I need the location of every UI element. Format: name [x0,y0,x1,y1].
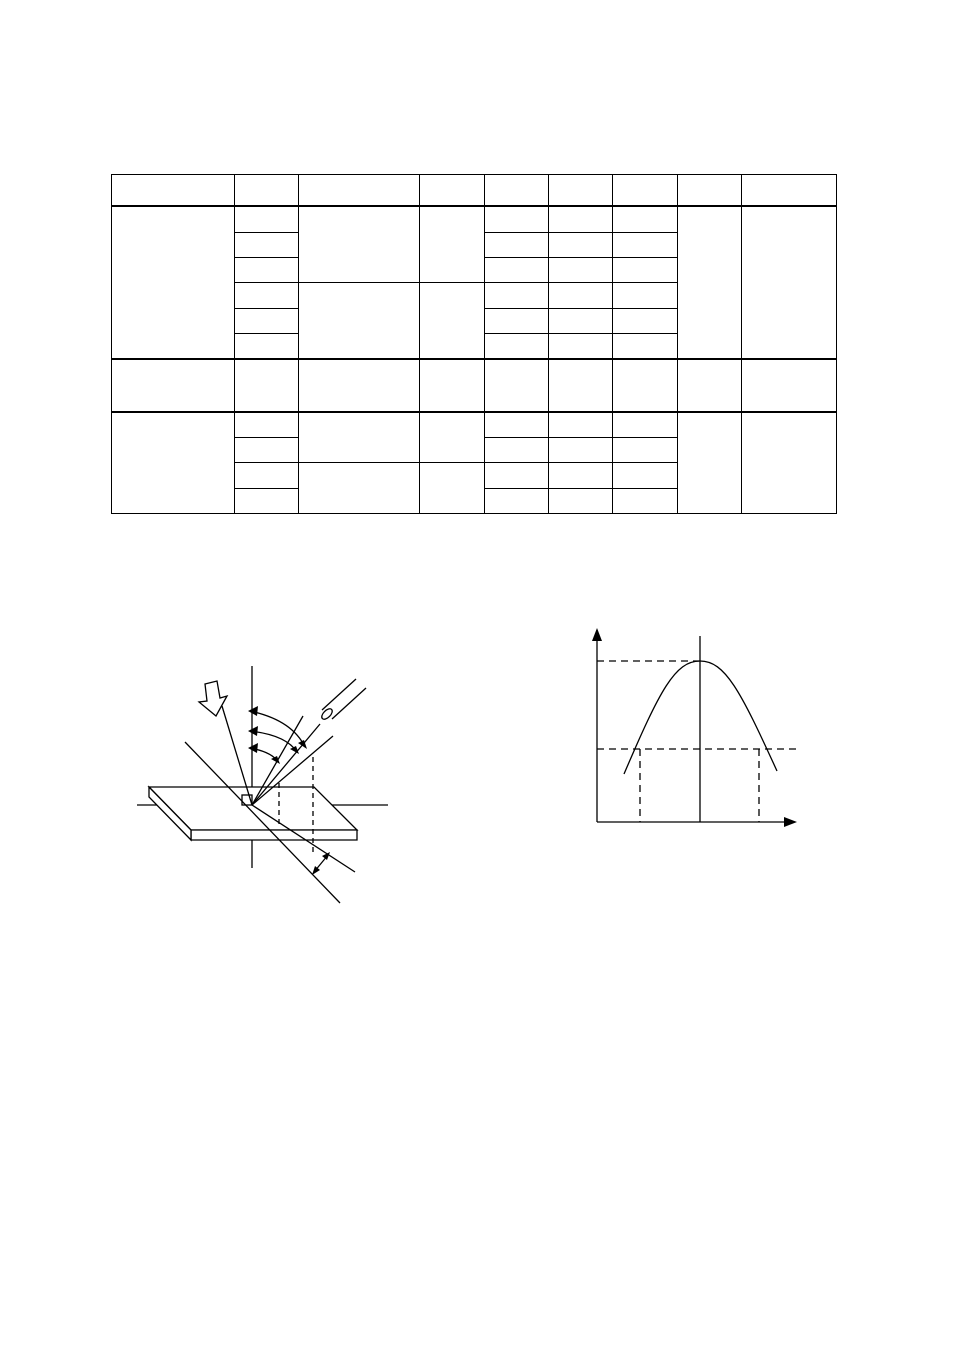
header-cell [112,175,235,207]
table-cell [299,463,420,514]
table-cell [549,206,613,232]
header-cell [742,175,837,207]
detector-probe-icon [320,679,366,721]
table-cell [549,438,613,463]
table-cell [485,438,549,463]
table-cell [678,412,742,514]
table-cell [742,206,837,359]
table-cell [549,333,613,359]
header-cell [420,175,485,207]
header-cell [549,175,613,207]
table-row [112,206,837,232]
table-cell [299,359,420,412]
table-cell [549,283,613,308]
table-cell [549,257,613,282]
table-cell [485,257,549,282]
angle-arc [250,711,305,747]
table-cell [485,232,549,257]
table-cell [235,206,299,232]
table-header-row [112,175,837,207]
table-cell [678,359,742,412]
table-cell [613,438,678,463]
x-axis-arrow-icon [784,817,797,827]
table-cell [420,463,485,514]
table-cell [485,412,549,438]
table-cell [112,412,235,514]
table-cell [742,359,837,412]
table-cell [549,463,613,488]
table-cell [235,438,299,463]
intensity-curve-diagram [585,625,800,830]
table-cell [420,206,485,282]
table-cell [235,257,299,282]
table-cell [235,283,299,308]
table-cell [549,308,613,333]
table-cell [549,412,613,438]
table-cell [613,232,678,257]
table-cell [549,232,613,257]
table-cell [613,412,678,438]
table-cell [299,412,420,463]
y-axis-arrow-icon [592,628,602,641]
table-cell [613,257,678,282]
header-cell [678,175,742,207]
spec-table [111,174,837,514]
table-row [112,412,837,438]
table-cell [549,359,613,412]
table-cell [485,488,549,513]
table-cell [613,333,678,359]
table-cell [613,206,678,232]
header-cell [613,175,678,207]
table-cell [613,283,678,308]
arrowhead-icon [248,743,258,753]
header-cell [299,175,420,207]
table-cell [420,359,485,412]
table-cell [485,463,549,488]
table-cell [235,463,299,488]
table-cell [112,359,235,412]
measurement-setup-diagram [130,660,400,910]
table-cell [485,359,549,412]
header-cell [235,175,299,207]
table-cell [485,333,549,359]
table-cell [613,463,678,488]
table-cell [742,412,837,514]
table-cell [235,308,299,333]
table-cell [420,412,485,463]
table-cell [549,488,613,513]
table-cell [112,206,235,359]
table-cell [299,283,420,359]
table-cell [299,206,420,282]
arrowhead-icon [248,726,258,736]
table-cell [485,308,549,333]
arrowhead-icon [312,866,320,875]
table-cell [235,412,299,438]
table-cell [485,206,549,232]
table-cell [678,206,742,359]
table-cell [613,488,678,513]
table-cell [613,308,678,333]
header-cell [485,175,549,207]
table-row [112,359,837,412]
arrowhead-icon [248,706,258,716]
table-cell [485,283,549,308]
table-cell [613,359,678,412]
table-cell [235,333,299,359]
table-cell [420,283,485,359]
table-cell [235,359,299,412]
table-cell [235,232,299,257]
table-cell [235,488,299,513]
